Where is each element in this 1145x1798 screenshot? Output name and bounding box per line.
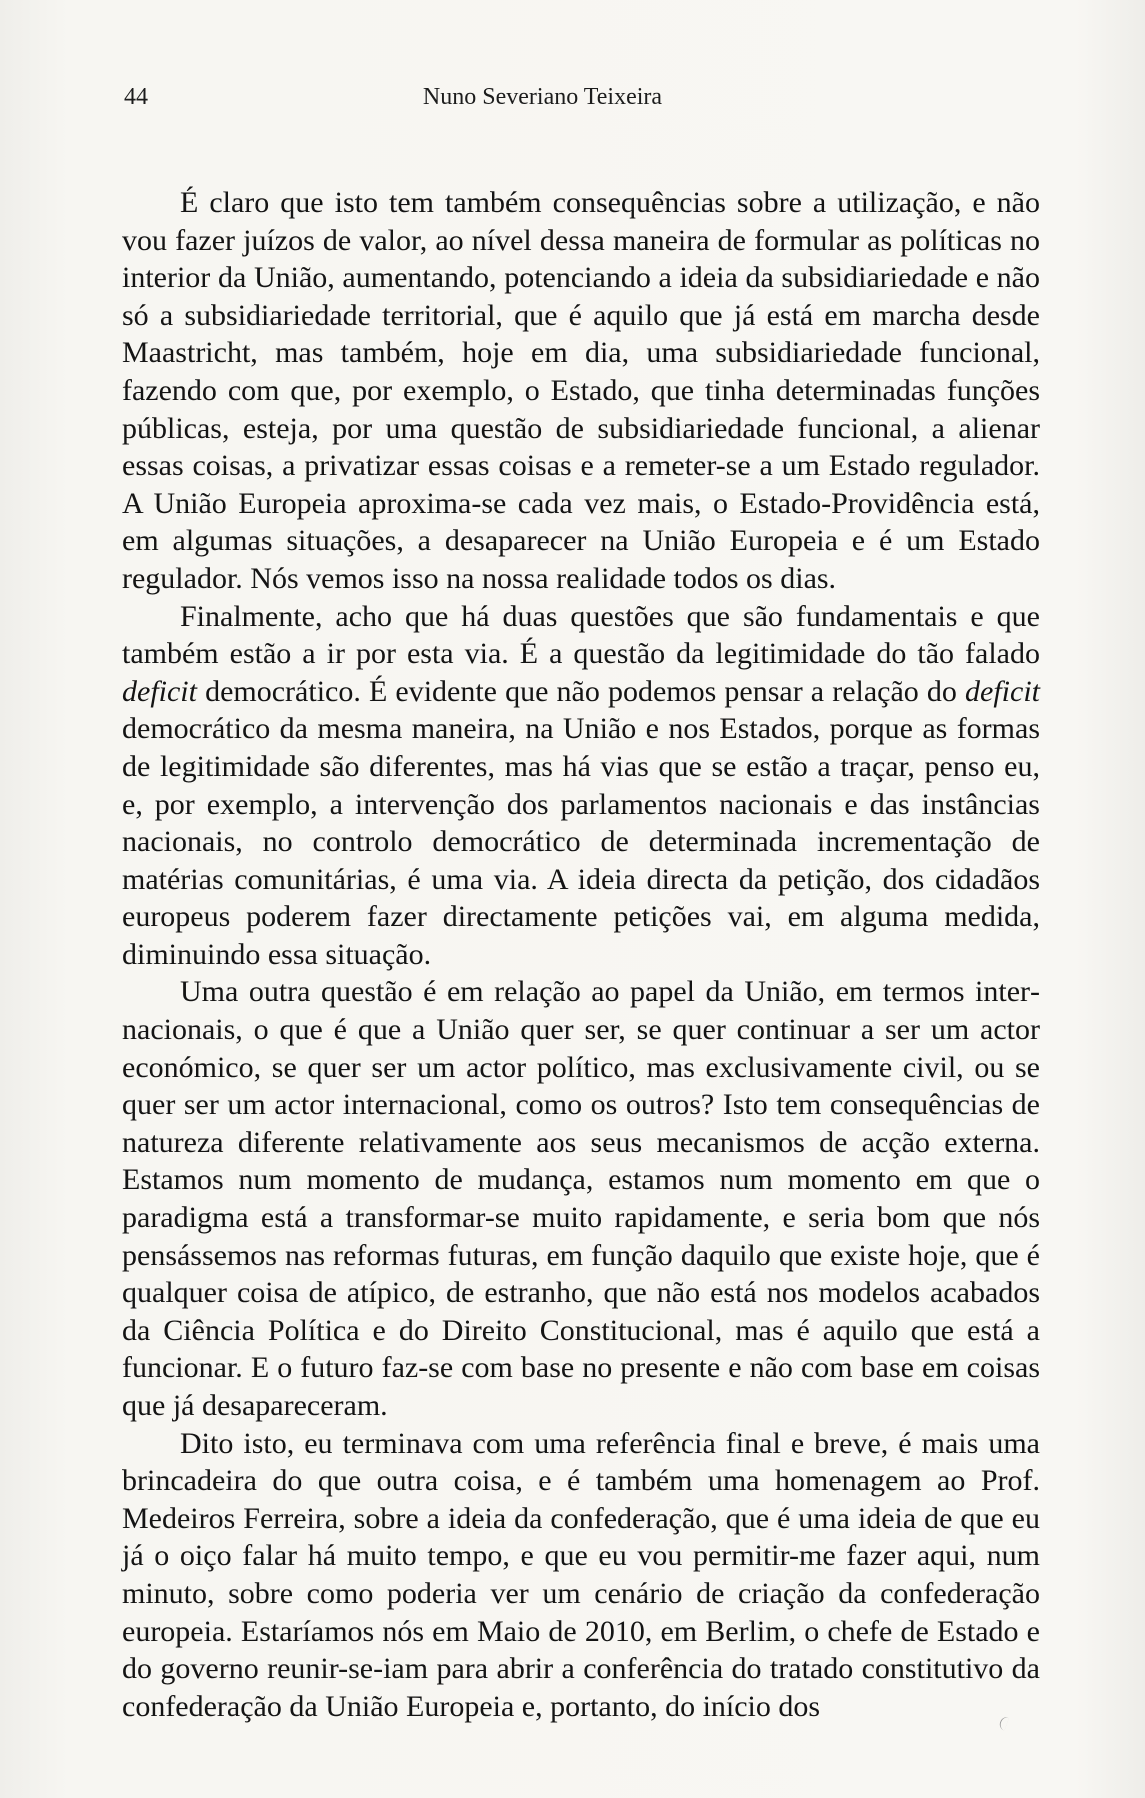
paragraph-4: Dito isto, eu terminava com uma referência final e breve, é mais uma brincadeira do que outra coisa, e é também uma homenagem ao Prof. Medeiros Ferreira, sobre a ideia da confederação, que é uma ideia de que eu já o oiço falar há muito tempo, e que eu vou permitir-me fazer aqui, num minuto, sobre como poderia ver um cenário de criação da confederação europeia. Estaríamos nós em Maio de 2010, em Berlim, o chefe de Estado e do governo reunir-se-iam para abrir a conferência do tratado constitutivo da confederação da União Europeia e, portanto, do início dos bbox=[122, 1426, 1040, 1723]
italic-deficit-1: deficit bbox=[122, 674, 197, 708]
running-head bbox=[124, 84, 1021, 118]
running-head-author: Nuno Severiano Teixeira bbox=[422, 84, 663, 110]
body-text bbox=[122, 184, 1040, 1725]
paragraph-1: É claro que isto tem também consequências sobre a utilização, e não vou fazer juízos de valor, ao nível dessa maneira de formular as políticas no interior da União, aumentando, potenciando a ideia da subsidiariedade e não só a subsidiariedade territorial, que é aquilo que já está em marcha desde Maastricht, mas também, hoje em dia, uma subsidiariedade funcional, fazendo com que, por exemplo, o Estado, que tinha determinadas funções públicas, esteja, por uma questão de subsidiariedade funcional, a alienar essas coisas, a privatizar essas coisas e a remeter-se a um Estado regulador. A União Europeia aproxima-se cada vez mais, o Estado-Providência está, em algumas situações, a desaparecer na União Europeia e é um Estado regulador. Nós vemos isso na nossa realidade todos os dias. bbox=[122, 186, 1040, 595]
page-number: 44 bbox=[124, 84, 148, 110]
paragraph-2-part-3: democrático da mesma maneira, na União e nos Estados, porque as formas de legitimidade são diferentes, mas há vias que se estão a traçar, penso eu, e, por exemplo, a intervenção dos parlamentos nacionais e das instâncias nacionais, no controlo democrático de determinada incrementação de matérias comunitárias, é uma via. A ideia directa da petição, dos cidadãos europeus poderem fazer directamente petições vai, em alguma medida, diminuindo essa situação. bbox=[122, 712, 1040, 971]
paragraph-3: Uma outra questão é em relação ao papel da União, em termos internacionais, o que é que a União quer ser, se quer continuar a ser um actor económico, se quer ser um actor político, mas exclusivamente civil, ou se quer ser um actor internacional, como os outros? Isto tem consequências de natureza diferente relativamente aos seus mecanismos de acção externa. Estamos num momento de mudança, estamos num momento em que o paradigma está a transformar-se muito rapidamente, e seria bom que nós pensássemos nas reformas futuras, em função daquilo que existe hoje, que é qualquer coisa de atípico, de estranho, que não está nos modelos acabados da Ciência Política e do Direito Constitucional, mas é aquilo que está a funcionar. E o futuro faz-se com base no presente e não com base em coisas que já desapareceram. bbox=[122, 975, 1040, 1422]
paragraph-2-part-1: Finalmente, acho que há duas questões que são fundamentais e que também estão a ir por esta via. É a questão da legitimidade do tão falado bbox=[122, 599, 1040, 671]
paragraph-2-part-2: democrático. É evidente que não podemos pensar a relação do bbox=[196, 674, 966, 708]
paragraph-2 bbox=[122, 598, 1040, 974]
italic-deficit-2: deficit bbox=[965, 674, 1040, 708]
